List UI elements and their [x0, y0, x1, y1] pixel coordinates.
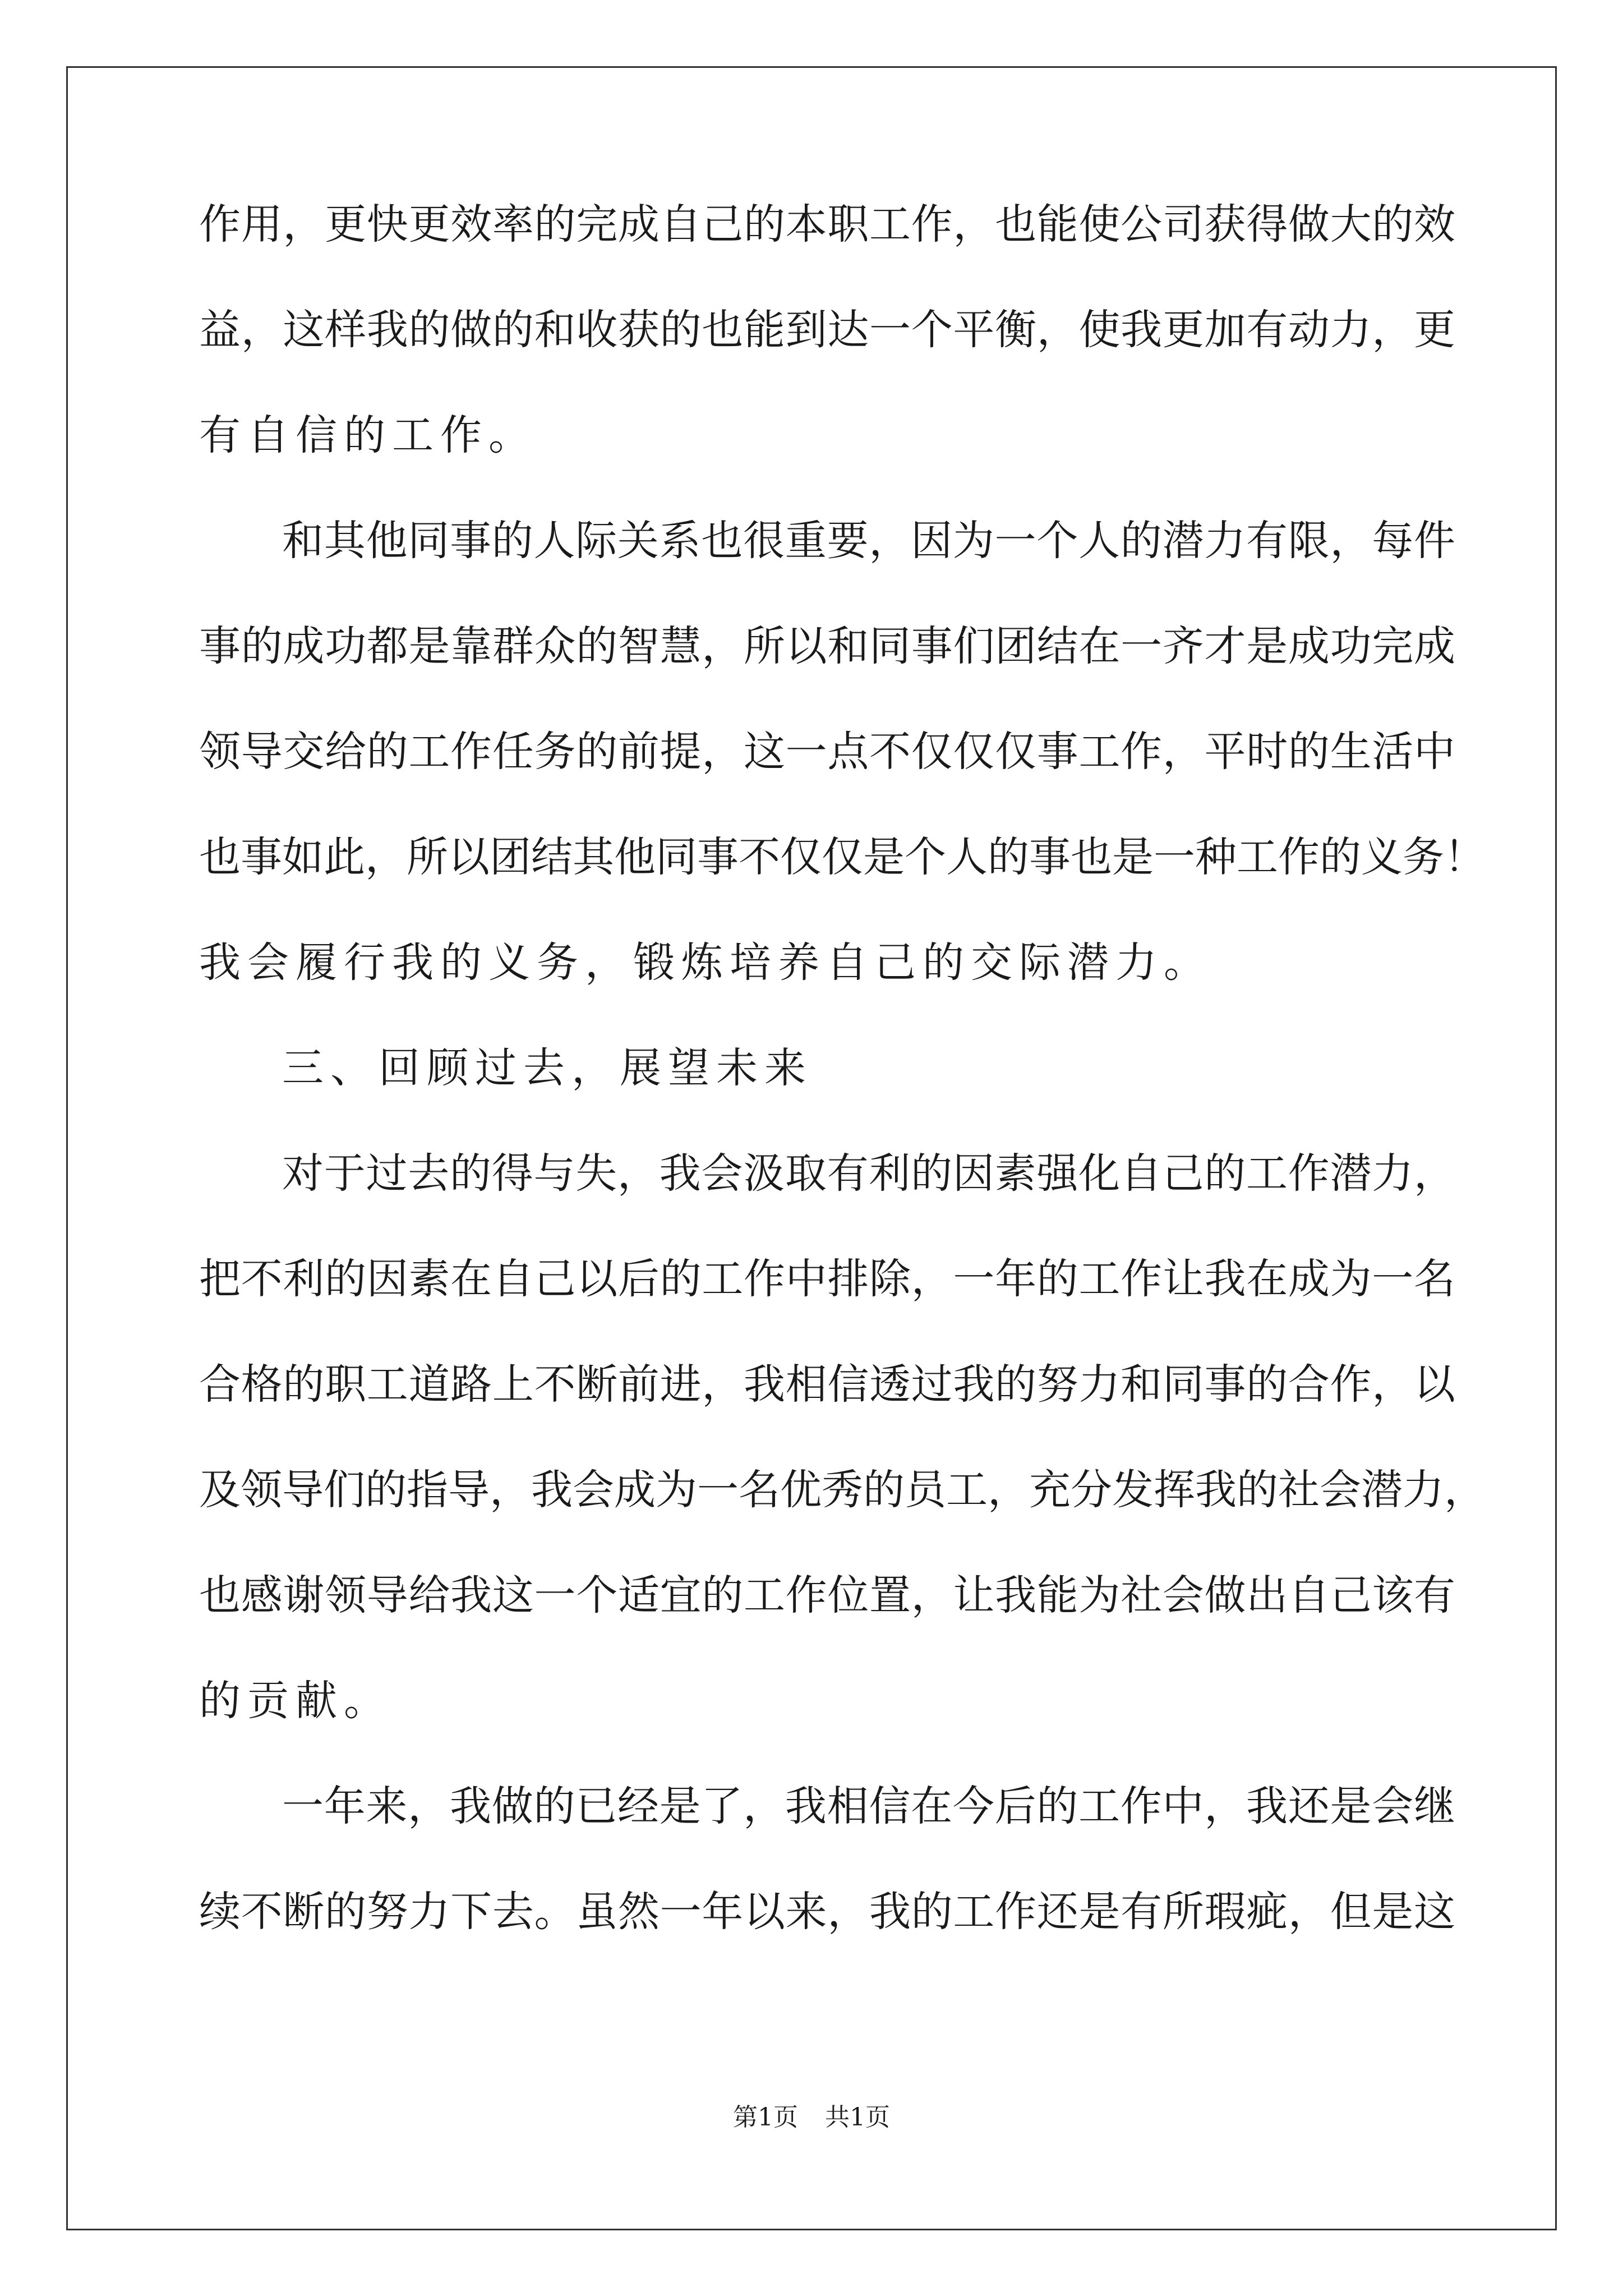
paragraph-line: 领导交给的工作任务的前提，这一点不仅仅仅事工作，平时的生活中: [199, 728, 1455, 776]
paragraph-line: 续不断的努力下去。虽然一年以来，我的工作还是有所瑕疵，但是这: [199, 1888, 1455, 1936]
paragraph-line: 及领导们的指导，我会成为一名优秀的员工，充分发挥我的社会潜力，: [199, 1466, 1486, 1514]
paragraph-line: 合格的职工道路上不断前进，我相信透过我的努力和同事的合作，以: [199, 1360, 1455, 1409]
paragraph-line: 也感谢领导给我这一个适宜的工作位置，让我能为社会做出自己该有: [199, 1571, 1455, 1619]
paragraph-line: 把不利的因素在自己以后的工作中排除，一年的工作让我在成为一名: [199, 1255, 1455, 1303]
paragraph-line: 和其他同事的人际关系也很重要，因为一个人的潜力有限，每件: [282, 517, 1455, 565]
page-footer: [0, 2101, 1623, 2134]
page-number: 第1页: [733, 2103, 798, 2132]
paragraph-line: 我会履行我的义务，锻炼培养自己的交际潜力。: [199, 938, 1212, 987]
paragraph-line: 一年来，我做的已经是了，我相信在今后的工作中，我还是会继: [282, 1782, 1455, 1830]
page-total: 共1页: [825, 2103, 890, 2132]
paragraph-line: 对于过去的得与失，我会汲取有利的因素强化自己的工作潜力，: [282, 1149, 1455, 1198]
paragraph-line: 也事如此，所以团结其他同事不仅仅是个人的事也是一种工作的义务！: [199, 833, 1486, 881]
paragraph-line: 的贡献。: [199, 1677, 392, 1725]
section-heading: 三、回顾过去，展望未来: [282, 1044, 813, 1092]
paragraph-line: 益，这样我的做的和收获的也能到达一个平衡，使我更加有动力，更: [199, 306, 1455, 354]
paragraph-line: 作用，更快更效率的完成自己的本职工作，也能使公司获得做大的效: [199, 200, 1455, 249]
paragraph-line: 有自信的工作。: [199, 411, 537, 459]
paragraph-line: 事的成功都是靠群众的智慧，所以和同事们团结在一齐才是成功完成: [199, 622, 1455, 670]
